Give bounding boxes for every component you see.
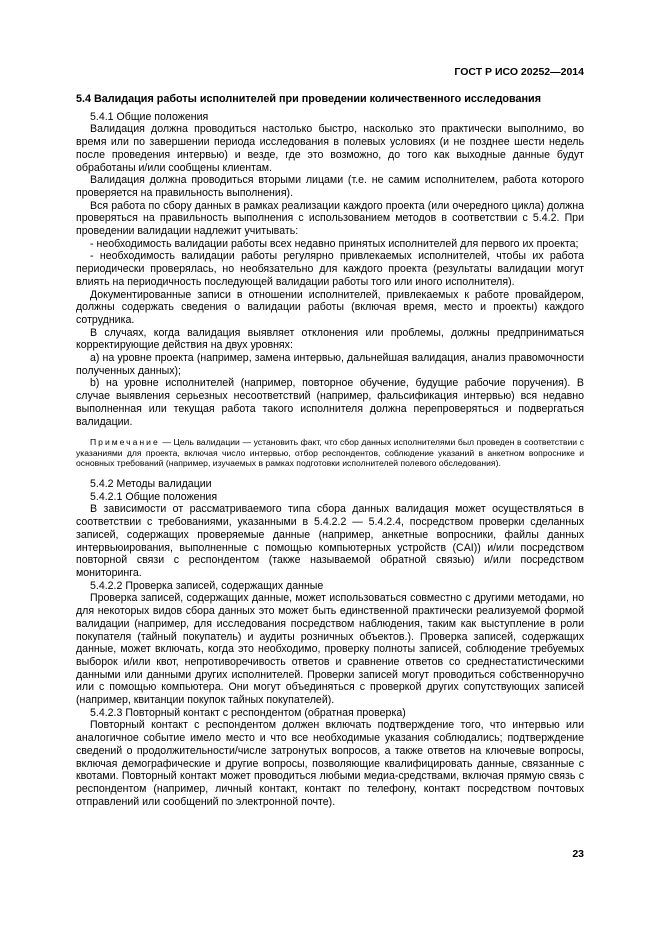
subsection-heading: 5.4.2.2 Проверка записей, содержащих данные — [90, 579, 324, 592]
list-item: a) на уровне проекта (например, замена интервью, дальнейшая валидация, анализ правомочности полученных данных); — [76, 352, 584, 377]
paragraph: Валидация должна проводиться вторыми лицами (т.е. не самим исполнителем, работа которого проверяется на правильность выполнения). — [76, 174, 584, 199]
paragraph: Повторный контакт с респондентом должен включать подтверждение того, что интервью или аналогичное событие имело место и что все необходимые указания соблюдались; подтверждение сведений о продолжительности/числе затронутых вопросов, а также ответов на ключевые вопросы, включая демографические и другие вопросы, позволяющие квалифицировать данные, связанные с квотами. Повторный контакт может проводиться любыми медиа-средствами, включая прямую связь с респондентом (например, личный контакт, контакт по телефону, контакт посредством почтовых отправлений или сообщений по электронной почте). — [76, 719, 584, 808]
subsection-heading: 5.4.2.1 Общие положения — [90, 490, 218, 503]
document-body — [76, 93, 584, 808]
paragraph: Вся работа по сбору данных в рамках реализации каждого проекта (или очередного цикла) должна проверяться на правильность выполнения с использованием методов в соответствии с 5.4.2. При проведении валидации надлежит учитывать: — [76, 199, 584, 238]
paragraph: Валидация должна проводиться настолько быстро, насколько это практически выполнимо, во время или по завершении периода исследования в полевых условиях (и не позднее шести недель после проведения интервью) и везде, где это возможно, до того как выходные данные будут обработаны и/или сообщены клиентам. — [76, 123, 584, 174]
document-code: ГОСТ Р ИСО 20252—2014 — [454, 66, 584, 78]
note-label: Примечание — [90, 437, 160, 448]
paragraph: Проверка записей, содержащих данные, может использоваться совместно с другими методами, но для некоторых видов сбора данных это может быть единственной практически реализуемой формой валидации (например, для исследования посредством наблюдения, таким как выступление в роли покупателя (тайный покупатель) и аудиты розничных объектов.). Проверка записей, содержащих данные, может включать, когда это необходимо, проверку полноты записей, соблюдение требуемых выборок и/или квот, непротиворечивость ответов и сравнение ответов со среднестатистическими данными или данными других исполнителей. Проверки записей могут проводиться собственноручно или с помощью компьютера. Они могут объединяться с проверкой других сопутствующих записей (например, квитанции покупок тайных покупателей). — [76, 592, 584, 707]
paragraph: Документированные записи в отношении исполнителей, привлекаемых к работе провайдером, должны содержать сведения о валидации работы (включая время, место и проекты) каждого сотрудника. — [76, 288, 584, 326]
section-title: 5.4 Валидация работы исполнителей при проведении количественного исследования — [76, 93, 541, 105]
subsection-heading: 5.4.2.3 Повторный контакт с респондентом (обратная проверка) — [90, 706, 406, 719]
list-item: - необходимость валидации работы регулярно привлекаемых исполнителей, чтобы их работа периодически проверялась, но необязательно для каждого проекта (результаты валидации могут влиять на периодичность последующей валидации работы того или иного исполнителя). — [76, 250, 584, 288]
page-number: 23 — [572, 848, 584, 860]
list-item: - необходимость валидации работы всех недавно принятых исполнителей для первого их проекта; — [90, 237, 579, 250]
paragraph: В зависимости от рассматриваемого типа сбора данных валидация может осуществляться в соответствии с требованиями, указанными в 5.4.2.2 — 5.4.2.4, посредством проверки сделанных записей, содержащих проверяемые данные (например, анкетные вопросники, файлы данных интервьюирования, выполненные с помощью компьютерных устройств (CAI)) и/или посредством повторной связи с респондентом (также называемой обратной связью) и/или посредством мониторинга. — [76, 503, 584, 579]
note-text: — Цель валидации — установить факт, что сбор данных исполнителями был проведен в соответствии с указаниями для проекта, включая число интервью, отбор респондентов, соблюдение указаний в анкетном вопроснике и основных требований (например, изучаемых в рамках подготовки исполнителей полевого обследования). — [76, 437, 584, 469]
paragraph: В случаях, когда валидация выявляет отклонения или проблемы, должны предприниматься корректирующие действия на двух уровнях: — [76, 326, 584, 352]
list-item: b) на уровне исполнителей (например, повторное обучение, будущие рабочие поручения). В случае выявления серьезных несоответствий (например, фальсификация интервью) вся недавно выполненная или текущая работа такого исполнителя должна перепроверяться и подвергаться валидации. — [76, 377, 584, 428]
note — [76, 437, 584, 469]
subsection-heading: 5.4.1 Общие положения — [90, 110, 209, 123]
subsection-heading: 5.4.2 Методы валидации — [90, 478, 212, 491]
